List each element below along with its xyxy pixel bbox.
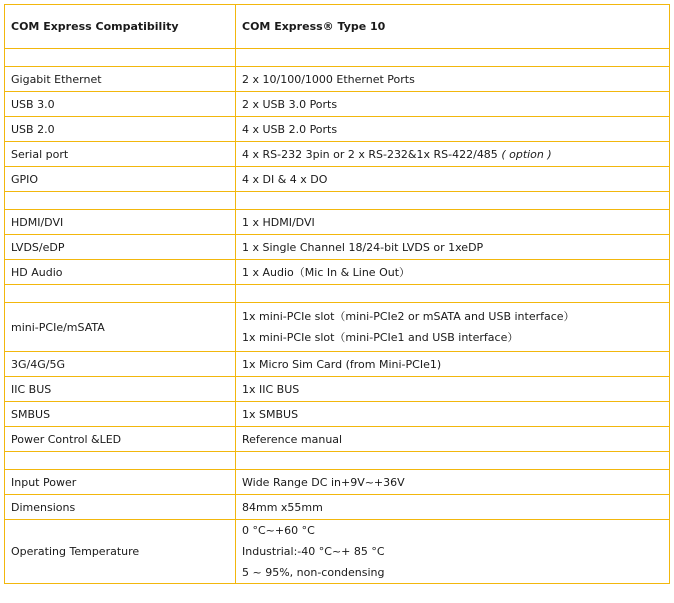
row-value: 1 x Single Channel 18/24-bit LVDS or 1xeDP — [236, 235, 670, 260]
row-value: Wide Range DC in+9V~+36V — [236, 470, 670, 495]
table-row — [5, 167, 670, 192]
header-type: COM Express® Type 10 — [236, 5, 670, 49]
spacer-row — [5, 49, 670, 67]
row-value: 2 x USB 3.0 Ports — [236, 92, 670, 117]
row-value: 1x SMBUS — [236, 402, 670, 427]
table-row — [5, 260, 670, 285]
table-row — [5, 142, 670, 167]
spacer-row — [5, 285, 670, 303]
table-row — [5, 495, 670, 520]
row-value — [236, 520, 670, 584]
row-value: 1 x Audio（Mic In & Line Out） — [236, 260, 670, 285]
header-compatibility: COM Express Compatibility — [5, 5, 236, 49]
row-label: Dimensions — [5, 495, 236, 520]
table-row — [5, 520, 670, 584]
row-label: IIC BUS — [5, 377, 236, 402]
table-row — [5, 303, 670, 352]
table-row — [5, 210, 670, 235]
row-value: 2 x 10/100/1000 Ethernet Ports — [236, 67, 670, 92]
table-row — [5, 235, 670, 260]
table-row — [5, 470, 670, 495]
table-row — [5, 92, 670, 117]
row-value: 1x IIC BUS — [236, 377, 670, 402]
table-header-row — [5, 5, 670, 49]
row-value: Reference manual — [236, 427, 670, 452]
row-label: HDMI/DVI — [5, 210, 236, 235]
spacer-row — [5, 192, 670, 210]
table-row — [5, 427, 670, 452]
table-row — [5, 117, 670, 142]
row-label: LVDS/eDP — [5, 235, 236, 260]
spacer-row — [5, 452, 670, 470]
table-row — [5, 67, 670, 92]
row-value: 4 x USB 2.0 Ports — [236, 117, 670, 142]
temperature-line-3: 5 ~ 95%, non-condensing — [242, 566, 385, 579]
spec-table — [4, 4, 670, 584]
table-row — [5, 352, 670, 377]
temperature-line-2: Industrial:-40 °C~+ 85 °C — [242, 545, 385, 558]
row-label: mini-PCIe/mSATA — [5, 303, 236, 352]
serial-value-text: 4 x RS-232 3pin or 2 x RS-232&1x RS-422/485 — [242, 147, 498, 161]
row-label: Serial port — [5, 142, 236, 167]
serial-option-text: ( option ) — [501, 147, 552, 161]
row-value — [236, 142, 670, 167]
row-label: USB 2.0 — [5, 117, 236, 142]
row-value: 4 x DI & 4 x DO — [236, 167, 670, 192]
minipcie-line-1: 1x mini-PCIe slot（mini-PCIe2 or mSATA and USB interface） — [242, 310, 575, 323]
row-value: 1x Micro Sim Card (from Mini-PCIe1) — [236, 352, 670, 377]
row-label: Input Power — [5, 470, 236, 495]
row-label: SMBUS — [5, 402, 236, 427]
row-label: Power Control &LED — [5, 427, 236, 452]
row-value: 84mm x55mm — [236, 495, 670, 520]
row-label: Operating Temperature — [5, 520, 236, 584]
table-row — [5, 377, 670, 402]
row-value: 1 x HDMI/DVI — [236, 210, 670, 235]
table-row — [5, 402, 670, 427]
row-label: USB 3.0 — [5, 92, 236, 117]
row-label: HD Audio — [5, 260, 236, 285]
temperature-line-1: 0 °C~+60 °C — [242, 524, 315, 537]
row-label: GPIO — [5, 167, 236, 192]
minipcie-line-2: 1x mini-PCIe slot（mini-PCIe1 and USB interface） — [242, 331, 519, 344]
row-label: 3G/4G/5G — [5, 352, 236, 377]
row-label: Gigabit Ethernet — [5, 67, 236, 92]
row-value — [236, 303, 670, 352]
